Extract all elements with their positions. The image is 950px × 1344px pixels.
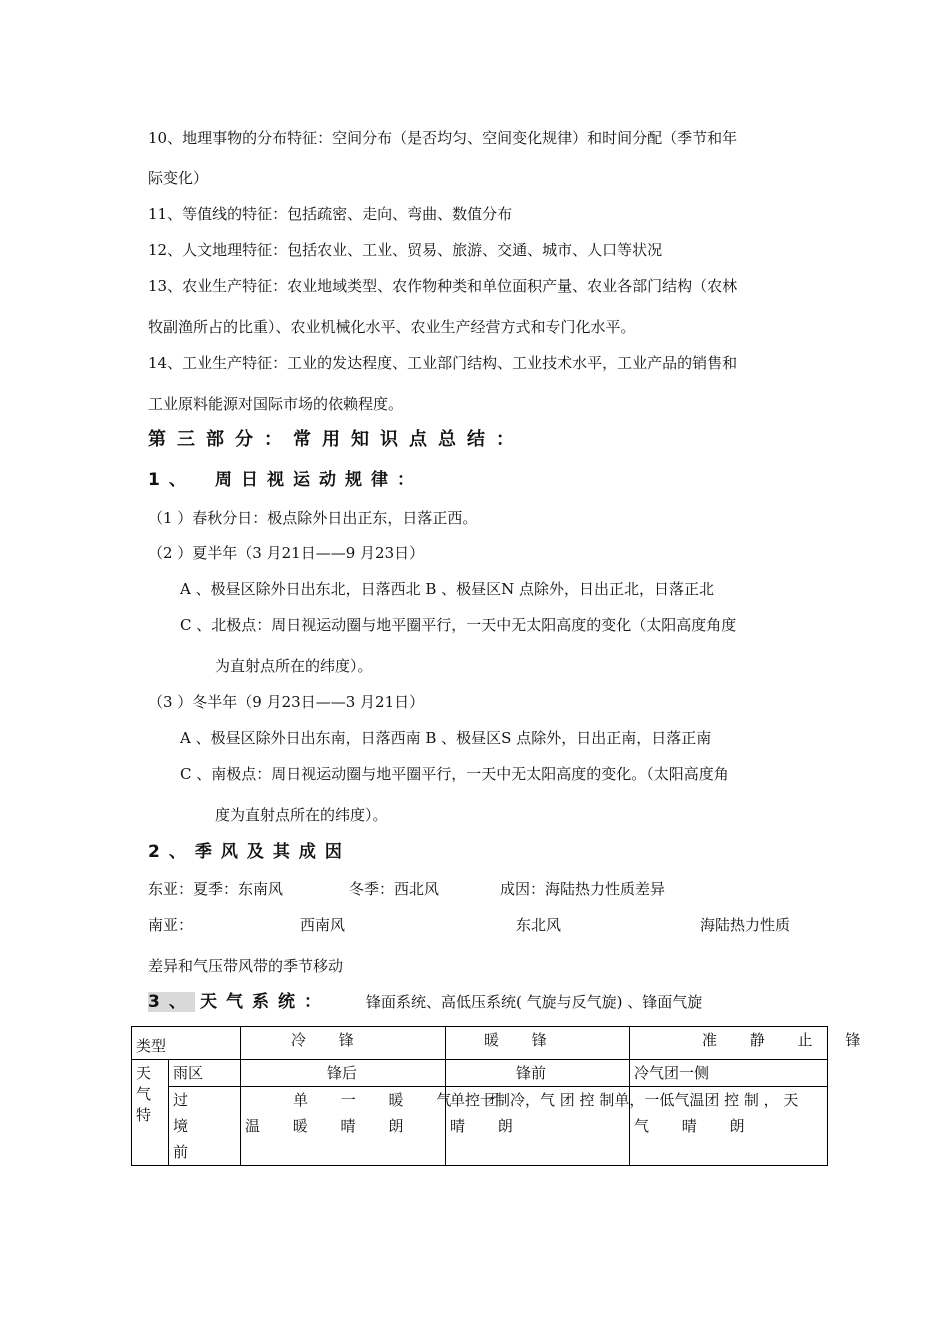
section3-number-highlight: 3、 (148, 992, 195, 1012)
s1-line-8: C 、南极点：周日视运动圈与地平圈平行，一天中无太阳高度的变化。（太阳高度角 (180, 765, 729, 783)
item-10: 10、地理事物的分布特征：空间分布（是否均匀、空间变化规律）和时间分配（季节和年 (148, 129, 738, 147)
south-asia-cause-cont: 差异和气压带风带的季节移动 (148, 957, 344, 975)
section1-number: 1、 (148, 470, 195, 490)
south-asia-label: 南亚： (148, 916, 194, 934)
table-row-before (132, 1087, 828, 1166)
type-label: 类型 (132, 1027, 241, 1060)
warm-rain-area: 锋前 (446, 1060, 630, 1087)
section3-desc: 锋面系统、高低压系统( 气旋与反气旋) 、锋面气旋 (366, 993, 703, 1011)
section3-title: 天气系统： (200, 992, 330, 1012)
s1-line-9: 度为直射点所在的纬度）。 (215, 806, 388, 824)
s1-line-5: 为直射点所在的纬度）。 (215, 657, 373, 675)
cold-before-line2: 温 暖 晴 朗 (245, 1117, 418, 1135)
s1-line-3: A 、极昼区除外日出东北，日落西北 B 、极昼区N 点除外，日出正北，日落正北 (180, 580, 715, 598)
south-asia-cause: 海陆热力性质 (700, 916, 791, 934)
item-14-cont: 工业原料能源对国际市场的依赖程度。 (148, 395, 404, 413)
item-10-cont: 际变化） (148, 169, 209, 187)
cold-rain-area: 锋后 (241, 1060, 446, 1087)
section1-title: 周日视运动规律： (215, 470, 423, 490)
warm-before-line2: 晴 朗 (450, 1117, 527, 1135)
section3-number (148, 992, 195, 1012)
stationary-front-header: 准 静 止 锋 (630, 1027, 828, 1060)
part3-heading: 第三部分：常用知识点总结： (148, 429, 525, 450)
s1-line-4: C 、北极点：周日视运动圈与地平圈平行，一天中无太阳高度的变化（太阳高度角度 (180, 616, 737, 634)
item-13: 13、农业生产特征：农业地域类型、农作物种类和单位面积产量、农业各部门结构（农林 (148, 277, 738, 295)
cold-before-passage (241, 1087, 514, 1166)
s1-line-2: （2 ）夏半年（3 月21日——9 月23日） (148, 544, 425, 562)
cold-front-header: 冷 锋 (241, 1027, 446, 1060)
s1-line-6: （3 ）冬半年（9 月23日——3 月21日） (148, 693, 425, 711)
rain-area-label: 雨区 (169, 1060, 241, 1087)
item-14: 14、工业生产特征：工业的发达程度、工业部门结构、工业技术水平，工业产品的销售和 (148, 354, 738, 372)
east-asia-summer: 东亚：夏季：东南风 (148, 880, 284, 898)
table-row-rain (132, 1060, 828, 1087)
warm-front-header: 暖 锋 (446, 1027, 630, 1060)
s1-line-7: A 、极昼区除外日出东南，日落西南 B 、极昼区S 点除外，日出正南，日落正南 (180, 729, 712, 747)
table-header-row (132, 1027, 828, 1060)
s1-line-1: （1 ）春秋分日：极点除外日出正东，日落正西。 (148, 509, 478, 527)
south-asia-winter: 东北风 (516, 916, 562, 934)
east-asia-cause: 成因：海陆热力性质差异 (500, 880, 666, 898)
item-12: 12、人文地理特征：包括农业、工业、贸易、旅游、交通、城市、人口等状况 (148, 241, 663, 259)
south-asia-summer: 西南风 (300, 916, 346, 934)
stationary-before-line2: 气 晴 朗 (634, 1117, 759, 1135)
warm-before-line1: 单控一制冷，气 团 控 制单，一低气温团 控 制 ， 天 (450, 1091, 799, 1109)
cold-before-line1: 单 一 暖 气 团 (293, 1091, 514, 1109)
east-asia-winter: 冬季：西北风 (349, 880, 440, 898)
stationary-rain-area: 冷气团一侧 (630, 1060, 828, 1087)
before-passage-label: 过 境 前 (169, 1087, 241, 1166)
item-13-cont: 牧副渔所占的比重）、农业机械化水平、农业生产经营方式和专门化水平。 (148, 318, 636, 336)
weather-system-table (131, 1026, 875, 1166)
section2-title: 2、季风及其成因 (148, 842, 351, 862)
weather-feature-label: 天气特 (132, 1060, 169, 1166)
item-11: 11、等值线的特征：包括疏密、走向、弯曲、数值分布 (148, 205, 513, 223)
